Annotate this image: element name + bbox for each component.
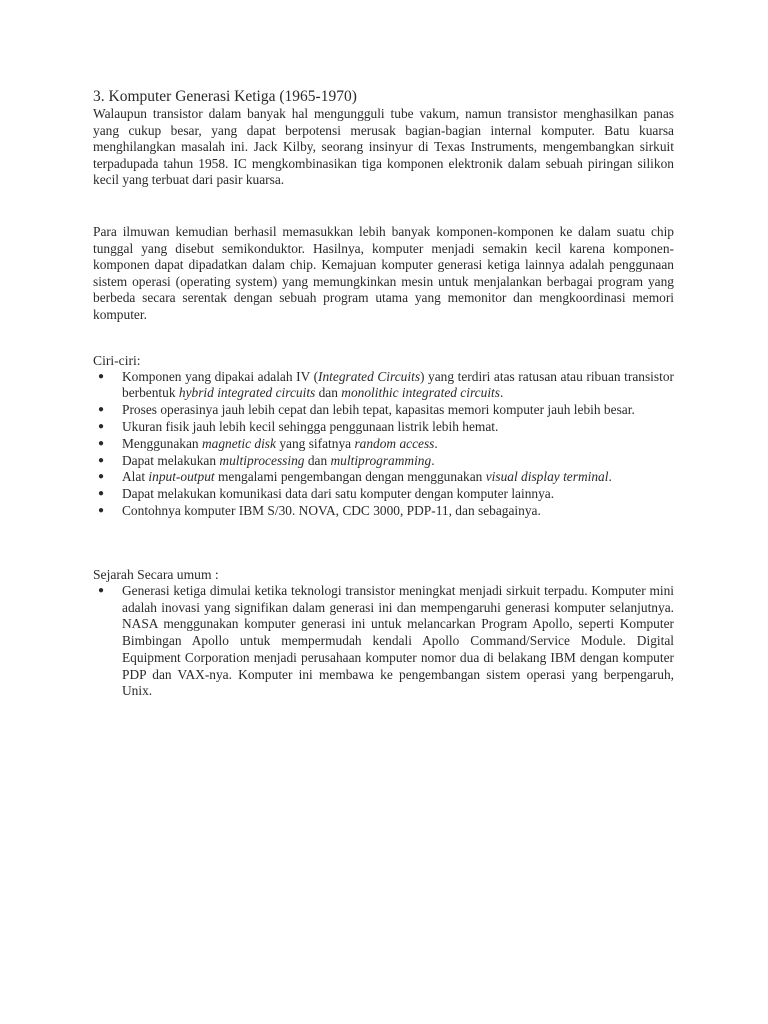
list-item: ● Dapat melakukan komunikasi data dari satu komputer dengan komputer lainnya. — [98, 486, 555, 502]
bullet-icon: ● — [98, 584, 105, 596]
paragraph-semiconductor: Para ilmuwan kemudian berhasil memasukkan lebih banyak komponen-komponen ke dalam suatu chip tunggal yang disebut semikonduktor. Hasilnya, komputer menjadi semakin kecil karena komponen-komponen dapat dipadatkan dalam chip. Kemajuan komputer generasi ketiga lainnya adalah penggunaan sistem operasi (operating system) yang memungkinkan mesin untuk menjalankan berbagai program yang berbeda secara serentak dengan sebuah program utama yang memonitor dan mengkoordinasi memori komputer. — [93, 223, 674, 322]
list-item: ● Generasi ketiga dimulai ketika teknologi transistor meningkat menjadi sirkuit terpadu. Komputer mini adalah inovasi yang signifikan dalam generasi ini dan mempengaruhi generasi komputer selanjutnya. NASA menggunakan komputer generasi ini untuk melancarkan Program Apollo, seperti Komputer Bimbingan Apollo untuk mempermudah kendali Apollo Command/Service Module. Digital Equipment Corporation menjadi perusahaan komputer nomor dua di belakang IBM dengan komputer PDP dan VAX-nya. Komputer ini membawa ke pengembangan sistem operasi yang berpengaruh, Unix. — [98, 582, 674, 699]
bullet-icon: ● — [98, 437, 105, 449]
paragraph-intro: Walaupun transistor dalam banyak hal mengungguli tube vakum, namun transistor menghasilkan panas yang cukup besar, yang dapat berpotensi merusak bagian-bagian internal komputer. Batu kuarsa menghilangkan masalah ini. Jack Kilby, seorang insinyur di Texas Instruments, mengembangkan sirkuit terpadupada tahun 1958. IC mengkombinasikan tiga komponen elektronik dalam sebuah piringan silikon kecil yang terbuat dari pasir kuarsa. — [93, 106, 674, 188]
bullet-icon: ● — [98, 404, 105, 416]
ciri-ciri-heading: Ciri-ciri: — [93, 352, 141, 368]
sejarah-heading: Sejarah Secara umum : — [93, 566, 219, 582]
list-item: ● Proses operasinya jauh lebih cepat dan lebih tepat, kapasitas memori komputer jauh lebih besar. — [98, 402, 635, 418]
list-item: ● Menggunakan magnetic disk yang sifatnya random access. — [98, 435, 438, 451]
list-item: ● Komponen yang dipakai adalah IV (Integrated Circuits) yang terdiri atas ratusan atau ribuan transistor berbentuk hybrid integrated circuits dan monolithic integrated circuits. — [98, 368, 674, 401]
bullet-icon: ● — [98, 420, 105, 432]
section-title: 3. Komputer Generasi Ketiga (1965-1970) — [93, 88, 357, 105]
sejarah-list — [93, 583, 674, 701]
bullet-icon: ● — [98, 454, 105, 466]
list-item: ● Contohnya komputer IBM S/30. NOVA, CDC 3000, PDP-11, dan sebagainya. — [98, 502, 541, 518]
bullet-icon: ● — [98, 370, 105, 382]
list-item: ● Dapat melakukan multiprocessing dan multiprogramming. — [98, 452, 435, 468]
document-page — [93, 88, 674, 700]
bullet-icon: ● — [98, 471, 105, 483]
list-item: ● Alat input-output mengalami pengembangan dengan menggunakan visual display terminal. — [98, 469, 612, 485]
list-item: ● Ukuran fisik jauh lebih kecil sehingga penggunaan listrik lebih hemat. — [98, 418, 499, 434]
ciri-ciri-list — [93, 369, 674, 520]
bullet-icon: ● — [98, 488, 105, 500]
bullet-icon: ● — [98, 504, 105, 516]
